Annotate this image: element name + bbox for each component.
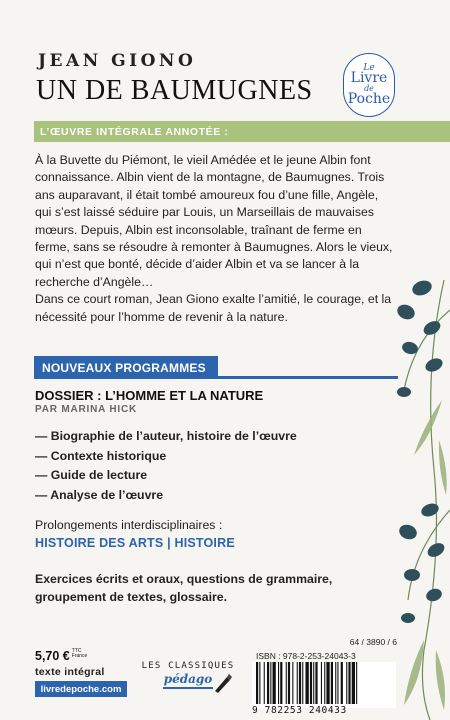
barcode-bar	[348, 662, 350, 704]
barcode-icon	[252, 662, 396, 708]
dossier-author: PAR MARINA HICK	[35, 404, 137, 415]
dossier-item: — Analyse de l’œuvre	[35, 486, 297, 506]
barcode-bar	[306, 662, 309, 704]
collection-underline	[163, 687, 213, 689]
summary-paragraph-2: Dans ce court roman, Jean Giono exalte l’amitié, le courage, et la nécessité pour l’homme de revenir à la nature.	[35, 292, 392, 324]
barcode-bar	[356, 662, 357, 704]
barcode-bar	[341, 662, 343, 704]
collection-line-1: LES CLASSIQUES	[141, 661, 235, 671]
annotated-work-band: L’ŒUVRE INTÉGRALE ANNOTÉE :	[34, 121, 450, 142]
barcode-bar	[286, 662, 287, 704]
dossier-item: — Guide de lecture	[35, 466, 297, 486]
barcode-bar	[337, 662, 338, 704]
website-link[interactable]: livredepoche.com	[35, 681, 127, 697]
book-title: UN DE BAUMUGNES	[36, 75, 313, 106]
barcode-bar	[278, 662, 279, 704]
dossier-item: — Biographie de l’auteur, histoire de l’œuvre	[35, 427, 297, 447]
band-divider-line	[218, 376, 398, 379]
price	[35, 649, 87, 663]
barcode-bar	[331, 662, 333, 704]
barcode-bar	[267, 662, 269, 704]
texte-integral-label: texte intégral	[35, 666, 105, 678]
barcode-bar	[280, 662, 282, 704]
barcode-bar	[352, 662, 355, 704]
logo-line-3: de	[364, 84, 374, 94]
logo-line-1: Le	[363, 62, 375, 73]
summary-paragraph-1: À la Buvette du Piémont, le vieil Amédée et le jeune Albin font connaissance. Albin vient de la montagne, de Baumugnes. Trois ans auparavant, il était tombé amoureux fou d’une fille, Angèle, qui s’est laissé séduire par Louis, un Marseillais de mauvaises mœurs. Depuis, Albin est inconsolable, traînant de ferme en ferme, sans se résoudre à remonter à Baumugnes. Alors le vieux, qui n’est que bonté, décide d’aider Albin et va se lancer à la recherche d’Angèle…	[35, 153, 393, 289]
barcode-bar	[326, 662, 329, 704]
barcode-bar	[313, 662, 314, 704]
dossier-title: DOSSIER : L’HOMME ET LA NATURE	[35, 388, 264, 403]
author-name: JEAN GIONO	[38, 51, 197, 71]
livre-de-poche-logo	[343, 53, 395, 117]
barcode-bar	[324, 662, 325, 704]
barcode-bar	[256, 662, 258, 704]
reference-number: 64 / 3890 / 6	[349, 637, 397, 647]
collection-line-2: pédago	[163, 672, 213, 686]
barcode-bar	[302, 662, 303, 704]
barcode-bar	[335, 662, 336, 704]
barcode-bar	[321, 662, 322, 704]
barcode-digits: 9 782253 240433	[252, 705, 347, 716]
price-note-ttc: TTC	[71, 648, 82, 654]
barcode-bar	[273, 662, 276, 704]
barcode-bar	[346, 662, 347, 704]
interdisciplinary-label: Prolongements interdisciplinaires :	[35, 518, 223, 532]
dossier-item: — Contexte historique	[35, 447, 297, 467]
barcode-bar	[315, 662, 317, 704]
barcode-bar	[299, 662, 301, 704]
pen-icon	[212, 672, 234, 694]
new-programmes-band: NOUVEAUX PROGRAMMES	[34, 356, 218, 379]
price-note-france: France	[71, 653, 88, 659]
barcode-bar	[259, 662, 260, 704]
barcode-bar	[292, 662, 293, 704]
barcode-bar	[270, 662, 271, 704]
barcode-bar	[310, 662, 312, 704]
logo-line-4: Poche	[347, 91, 391, 108]
barcode-bar	[288, 662, 290, 704]
eucalyptus-leaves-illustration	[394, 250, 450, 720]
interdisciplinary-subjects: HISTOIRE DES ARTS | HISTOIRE	[35, 536, 235, 550]
barcode-bar	[264, 662, 265, 704]
logo-line-2: Livre	[350, 70, 388, 87]
exercises-description: Exercices écrits et oraux, questions de grammaire, groupement de textes, glossaire.	[35, 572, 333, 604]
price-value: 5,70 €	[35, 649, 70, 663]
book-summary	[35, 152, 393, 326]
isbn: ISBN : 978-2-253-24043-3	[256, 651, 356, 661]
dossier-contents-list	[35, 427, 297, 505]
price-note	[72, 649, 88, 659]
barcode-bar	[297, 662, 298, 704]
